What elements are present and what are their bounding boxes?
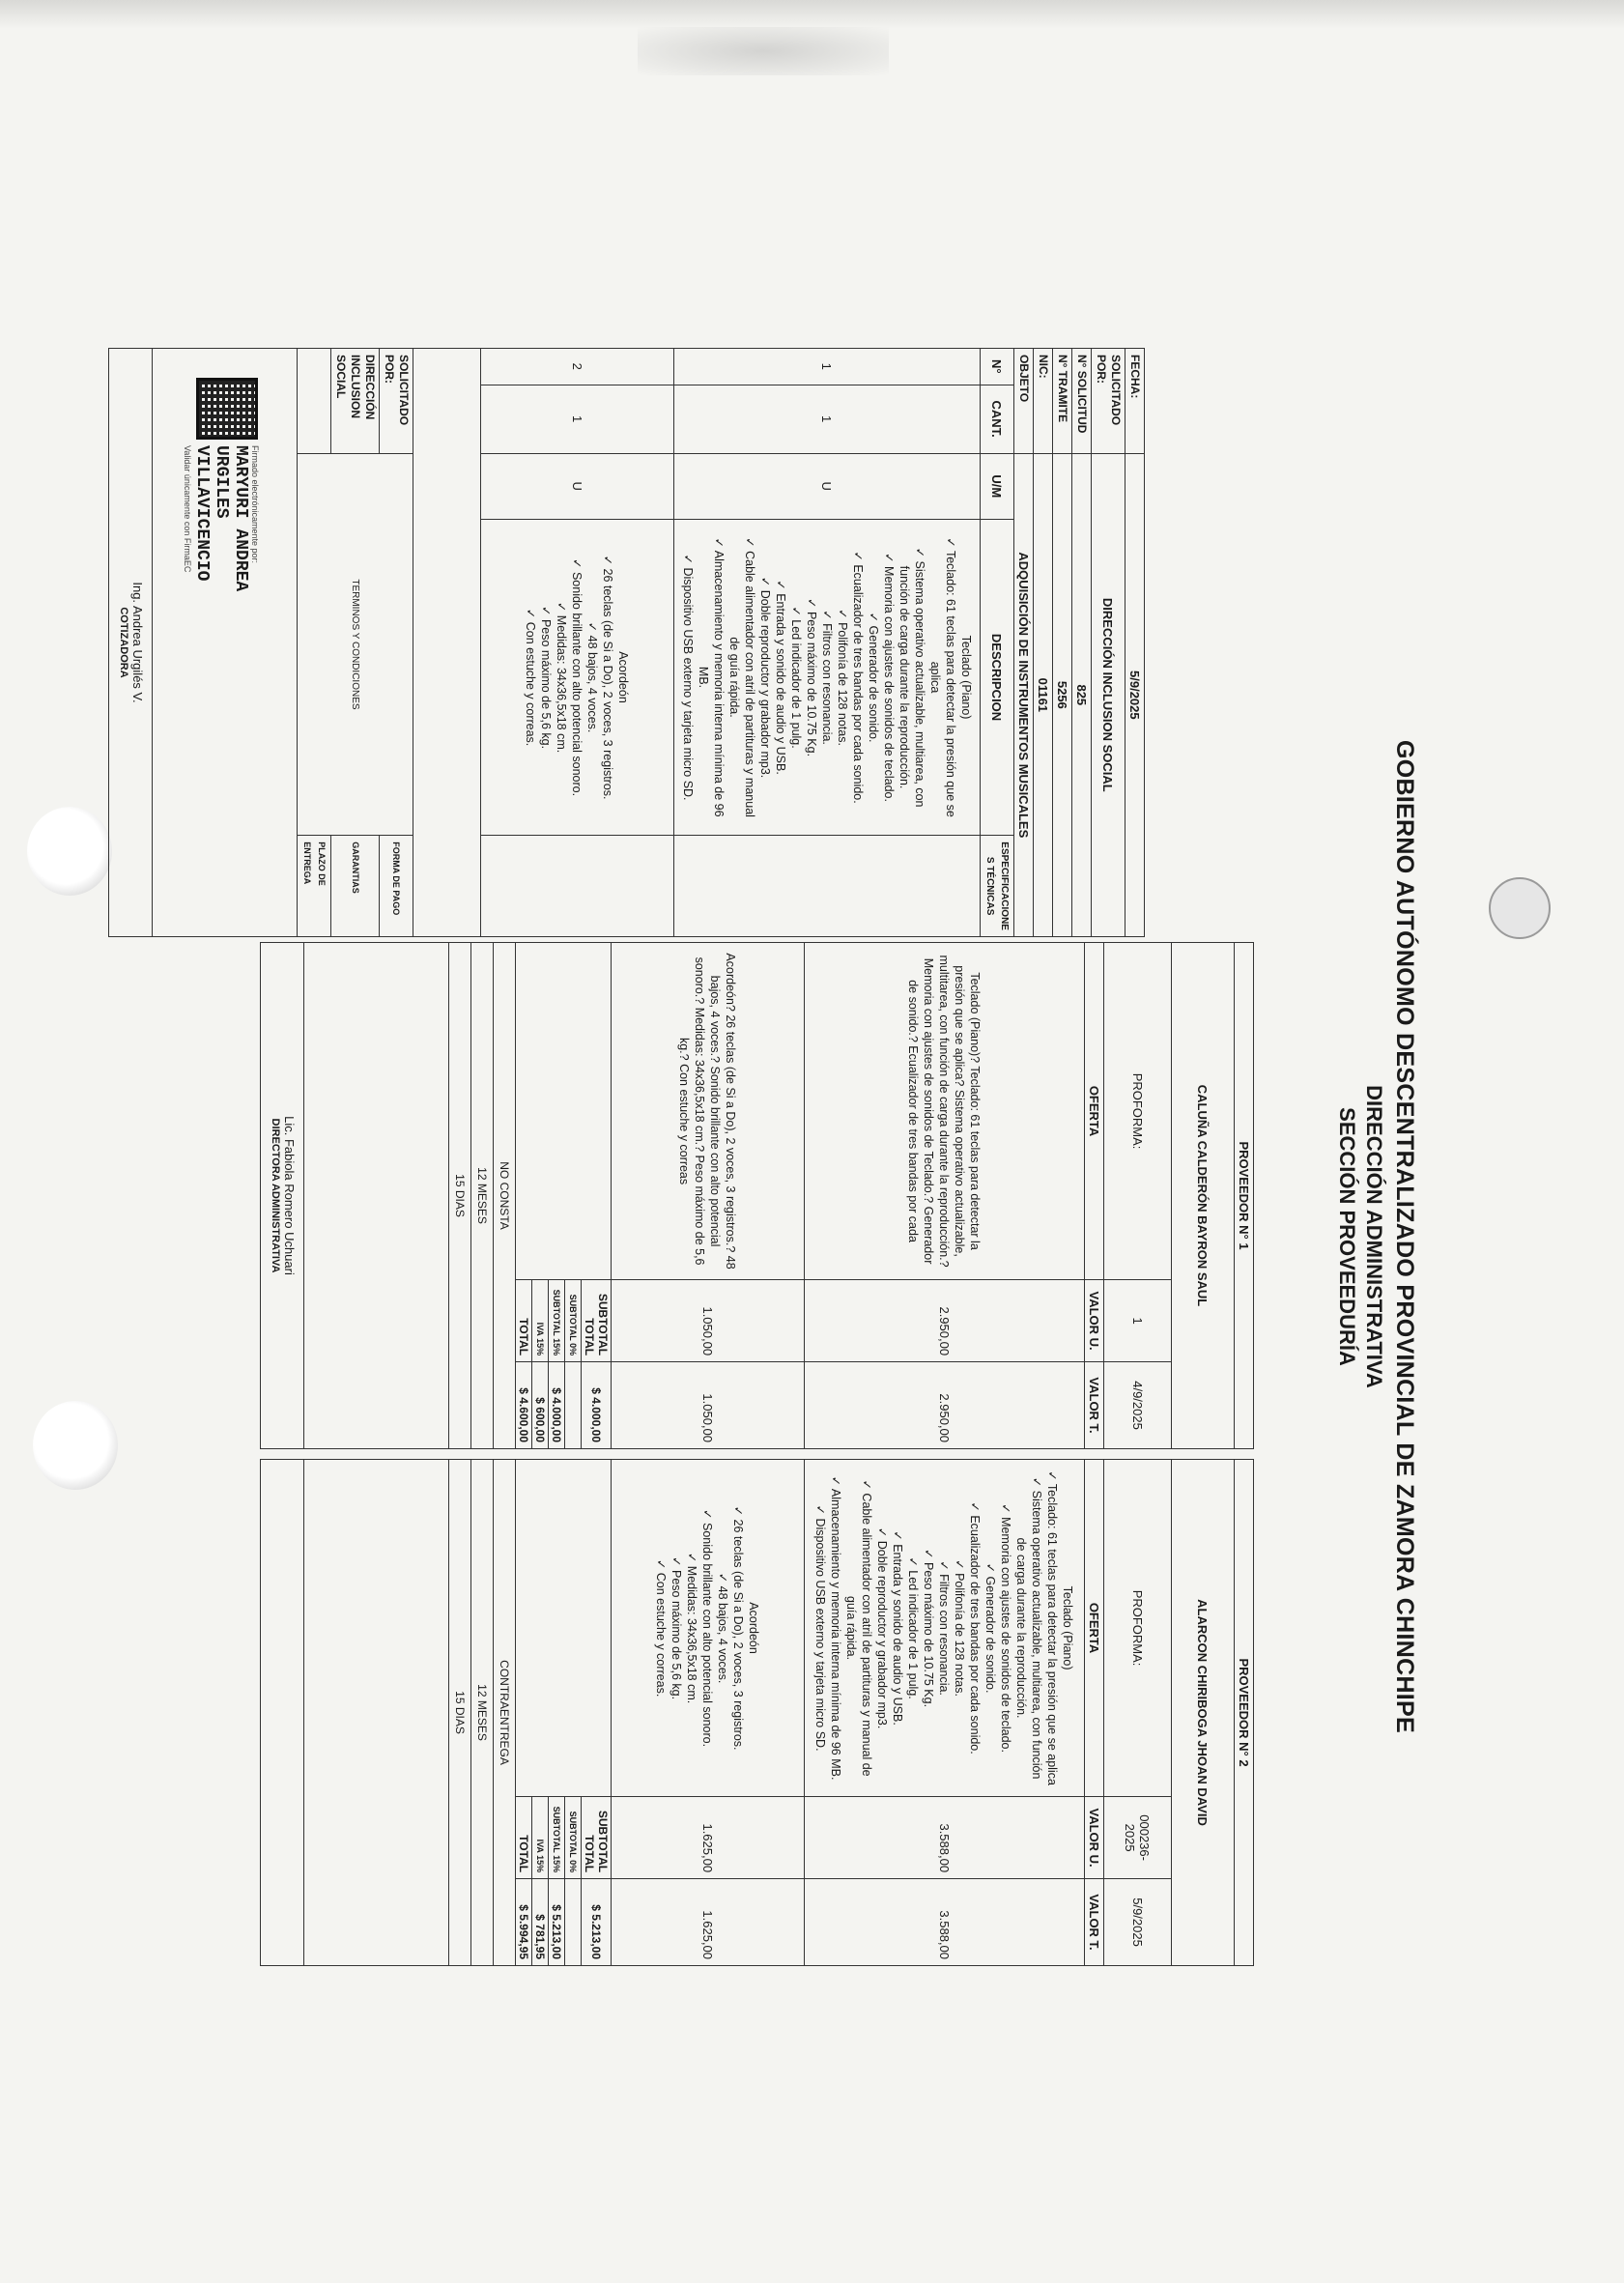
col-especificaciones: ESPECIFICACIONE S TÉCNICAS [981,836,1014,937]
rotated-document-page [118,348,1430,2126]
tramite-value: 5256 [1053,453,1072,936]
conditions-label: TERMINOS Y CONDICIONES [298,453,413,836]
cotizadora-role: COTIZADORA [118,607,129,678]
provider-2-subtotal-total: $ 5.213,00 [582,1879,612,1966]
scan-edge [0,0,1624,29]
provider-2-offer-2 [612,1460,805,1797]
offer-line: ✓ Almacenamiento y memoria interna mínima de 96 MB. [829,1475,843,1781]
request-table [108,348,1145,937]
desc-line: Acordeón [616,651,631,703]
iva-label: IVA 15% [532,1280,549,1362]
desc-line: ✓ Almacenamiento y memoria interna mínima de 96 MB. [697,537,726,817]
nic-value: 01161 [1034,453,1053,936]
empty-cell [304,1460,449,1966]
provider-2-offer-2-vt: 1.625,00 [612,1879,805,1966]
provider-1-plazo: 15 DIAS [449,943,471,1449]
desc-line: ✓ Polifonía de 128 notas. [836,609,849,746]
offer-line: Teclado (Piano) [1061,1585,1075,1670]
provider-1-forma-pago: NO CONSTA [494,943,516,1449]
subtotal-15-label: SUBTOTAL 15% [549,1797,565,1879]
document-subtitle: DIRECCIÓN ADMINISTRATIVA [1362,1085,1386,1388]
plazo-label: PLAZO DE ENTREGA [298,836,331,937]
provider-1-proforma-date: 4/9/2025 [1104,1362,1172,1449]
scan-smudge [638,27,889,75]
provider-2-iva: $ 781,95 [532,1879,549,1966]
provider-1-subtotal-15: $ 4.000,00 [549,1362,565,1449]
col-cant: CANT. [981,385,1014,453]
institution-logo [1489,877,1551,939]
provider-1-col-oferta: OFERTA [1085,943,1104,1280]
provider-1-subtotal-total: $ 4.000,00 [582,1362,612,1449]
directora-role: DIRECTORA ADMINISTRATIVA [270,1118,281,1273]
provider-2-title: PROVEEDOR N° 2 [1235,1460,1254,1966]
item-description [674,519,981,835]
provider-2-col-vu: VALOR U. [1085,1797,1104,1879]
offer-line: ✓ Teclado: 61 teclas para detectar la presión que se aplica [1045,1470,1060,1785]
desc-line: ✓ Dispositivo USB externo y tarjeta micro SD. [681,554,695,801]
provider-1-title: PROVEEDOR N° 1 [1235,943,1254,1449]
offer-line: ✓ Sistema operativo actualizable, multiarea, con función de carga durante la reproducción. [1014,1476,1044,1780]
offer-line: ✓ Generador de sonido. [983,1562,998,1694]
garantias-label: GARANTIAS [331,836,380,937]
offer-line: ✓ Ecualizador de tres bandas por cada sonido. [968,1501,983,1755]
provider-2-name: ALARCON CHIRIBOGA JHOAN DAVID [1172,1460,1235,1966]
desc-line: ✓ Memoria con ajustes de sonidos de teclado. [882,553,896,802]
punch-hole [33,1401,118,1490]
provider-2-total: $ 5.994,95 [516,1879,532,1966]
provider-1-name: CALUÑA CALDERÓN BAYRON SAUL [1172,943,1235,1449]
item-cant: 1 [674,385,981,453]
offer-line: ✓ Medidas: 34x36,5x18 cm. [685,1552,699,1704]
provider-2-col-vt: VALOR T. [1085,1879,1104,1966]
provider-2-proforma-label: PROFORMA: [1104,1460,1172,1797]
desc-line: Teclado (Piano) [959,635,973,720]
nic-label: NIC: [1034,349,1053,454]
cotizadora-name: Ing. Andrea Urgilés V. [130,582,145,703]
offer-line: ✓ Filtros con resonancia. [937,1560,952,1696]
desc-line: ✓ Generador de sonido. [867,612,880,743]
item-n: 2 [481,349,674,385]
offer-line: ✓ Entrada y sonido de audio y USB. [891,1530,905,1726]
offer-line: ✓ Dispositivo USB externo y tarjeta micro SD. [813,1504,828,1752]
solicitud-label: N° SOLICITUD [1072,349,1092,454]
subtotal-total-label: SUBTOTAL TOTAL [582,1280,612,1362]
col-n: N° [981,349,1014,385]
cotizadora-block [109,349,153,937]
offer-line: ✓ Doble reproductor y grabador mp3. [875,1527,890,1729]
digital-signature-cell [153,349,298,937]
provider-2-subtotal-15: $ 5.213,00 [549,1879,565,1966]
provider-1-offer-2-vu: 1.050,00 [612,1280,805,1362]
desc-line: ✓ Sistema operativo actualizable, multiarea, con función de carga durante la reproducción. [897,547,926,808]
footer-solicitado-label: SOLICITADO POR: [380,349,413,454]
item-specs [674,836,981,937]
provider-1-offer-2-vt: 1.050,00 [612,1362,805,1449]
signer-name-2: URGILES [212,445,231,519]
signature-note: Validar únicamente con FirmaEC [183,445,192,573]
desc-line: ✓ Medidas: 34x36,5x18 cm. [555,601,569,754]
solicitado-label: SOLICITADO POR: [1092,349,1125,454]
document-header [1334,348,1430,2126]
provider-1-offer-2: Acordeón? 26 teclas (de Si a Do), 2 voces, 3 registros.? 48 bajos, 4 voces.? Sonido brillante con alto potencial sonoro.? Medidas: 34x36,5x18 cm.? Peso máximo de 5,6 kg.? Con estuche y correas [612,943,805,1280]
offer-line: ✓ Sonido brillante con alto potencial sonoro. [700,1509,715,1748]
provider-2-subtotal-0 [565,1879,582,1966]
iva-label: IVA 15% [532,1797,549,1879]
offer-line: ✓ Peso máximo de 5,6 kg. [670,1556,684,1700]
provider-1-proforma-no: 1 [1104,1280,1172,1362]
offer-line: ✓ Con estuche y correas. [654,1558,669,1698]
provider-1-col-vt: VALOR T. [1085,1362,1104,1449]
provider-2-col-oferta: OFERTA [1085,1460,1104,1797]
item-n: 1 [674,349,981,385]
item-description [481,519,674,835]
provider-2-offer-1-vu: 3.588,00 [805,1797,1085,1879]
forma-pago-label: FORMA DE PAGO [380,836,413,937]
desc-line: ✓ Peso máximo de 10.75 Kg. [805,598,818,757]
empty-cell [516,1460,612,1797]
col-um: U/M [981,453,1014,519]
subtotal-15-label: SUBTOTAL 15% [549,1280,565,1362]
qr-code [196,378,258,440]
col-descripcion: DESCRIPCION [981,519,1014,835]
tramite-label: N° TRAMITE [1053,349,1072,454]
offer-line: Acordeón [747,1602,761,1654]
footer-solicitado-value: DIRECCIÓN INCLUSION SOCIAL [331,349,380,454]
offer-line: ✓ 26 teclas (de Si a Do), 2 voces, 3 registros. [731,1505,746,1751]
offer-line: ✓ Polifonía de 128 notas. [953,1559,967,1697]
provider-2-table [260,1459,1254,1966]
solicitado-value: DIRECCIÓN INCLUSION SOCIAL [1092,453,1125,936]
item-um: U [481,453,674,519]
signer-name-3: VILLAVICENCIO [192,445,212,582]
offer-line: ✓ Cable alimentador con atril de partituras y manual de guía rápida. [844,1479,874,1777]
digital-signature [183,445,260,735]
offer-line: ✓ 48 bajos, 4 voces. [716,1572,730,1684]
provider-1-offer-1: Teclado (Piano)? Teclado: 61 teclas para detectar la presión que se aplica? Sistema operativo actualizable, multitarea, con función de carga durante la reproducción.? Memoria con ajustes de sonidos de Teclado.? Generador de sonido.? Ecualizador de tres bandas por cada [805,943,1085,1280]
empty-cell [304,943,449,1449]
empty-cell [298,349,331,454]
fecha-value: 5/9/2025 [1125,453,1145,936]
provider-1-table [260,942,1254,1449]
signer-name-1: MARYURI ANDREA [231,445,250,592]
desc-line: ✓ Sonido brillante con alto potencial sonoro. [570,558,584,797]
provider-2-garantias: 12 MESES [471,1460,494,1966]
objeto-label: OBJETO [1014,349,1034,454]
item-row [674,349,981,937]
desc-line: ✓ Cable alimentador con atril de partituras y manual de guía rápida. [727,537,756,817]
item-specs [481,836,674,937]
provider-2-plazo: 15 DIAS [449,1460,471,1966]
offer-line: ✓ Memoria con ajustes de sonidos de teclado. [999,1503,1013,1753]
item-cant: 1 [481,385,674,453]
item-um: U [674,453,981,519]
item-row [481,349,674,937]
empty-cell [261,1460,304,1966]
provider-2-offer-1 [805,1460,1085,1797]
offer-line: ✓ Led indicador de 1 pulg. [906,1556,921,1699]
provider-2-offer-2-vu: 1.625,00 [612,1797,805,1879]
directora-block [261,943,304,1449]
offer-line: ✓ Peso máximo de 10.75 Kg. [922,1549,936,1708]
provider-1-offer-1-vt: 2.950,00 [805,1362,1085,1449]
provider-1-col-vu: VALOR U. [1085,1280,1104,1362]
desc-line: ✓ Doble reproductor y grabador mp3. [758,576,772,779]
provider-2-offer-1-vt: 3.588,00 [805,1879,1085,1966]
desc-line: ✓ Led indicador de 1 pulg. [789,606,803,749]
provider-2-proforma-no: 000236-2025 [1104,1797,1172,1879]
total-label: TOTAL [516,1797,532,1879]
provider-1-offer-1-vu: 2.950,00 [805,1280,1085,1362]
provider-1-iva: $ 600,00 [532,1362,549,1449]
subtotal-0-label: SUBTOTAL 0% [565,1797,582,1879]
provider-2-forma-pago: CONTRAENTREGA [494,1460,516,1966]
objeto-value: ADQUISICIÓN DE INSTRUMENTOS MUSICALES [1014,453,1034,936]
provider-1-subtotal-0 [565,1362,582,1449]
signature-prefix: Firmado electrónicamente por: [250,445,260,564]
fecha-label: FECHA: [1125,349,1145,454]
desc-line: ✓ 48 bajos, 4 voces. [585,621,600,733]
desc-line: ✓ Con estuche y correas. [524,608,538,747]
solicitud-value: 825 [1072,453,1092,936]
document-title: GOBIERNO AUTÓNOMO DESCENTRALIZADO PROVINCIAL DE ZAMORA CHINCHIPE [1391,739,1418,1733]
desc-line: ✓ Filtros con resonancia. [820,610,834,745]
empty-cell [516,943,612,1280]
subtotal-total-label: SUBTOTAL TOTAL [582,1797,612,1879]
subtotal-0-label: SUBTOTAL 0% [565,1280,582,1362]
directora-name: Lic. Fabiola Romero Uchuari [282,1116,297,1275]
desc-line: ✓ Teclado: 61 teclas para detectar la presión que se aplica [928,537,957,817]
provider-1-proforma-label: PROFORMA: [1104,943,1172,1280]
total-label: TOTAL [516,1280,532,1362]
provider-1-total: $ 4.600,00 [516,1362,532,1449]
provider-2-proforma-date: 5/9/2025 [1104,1879,1172,1966]
desc-line: ✓ Ecualizador de tres bandas por cada sonido. [851,551,865,804]
spacer-cell [413,349,481,937]
desc-line: ✓ Peso máximo de 5,6 kg. [539,606,554,750]
punch-hole [27,807,112,896]
provider-1-garantias: 12 MESES [471,943,494,1449]
desc-line: ✓ 26 teclas (de Si a Do), 2 voces, 3 registros. [601,555,615,800]
desc-line: ✓ Entrada y sonido de audio y USB. [774,580,787,775]
document-section: SECCIÓN PROVEEDURÍA [1335,1107,1359,1366]
